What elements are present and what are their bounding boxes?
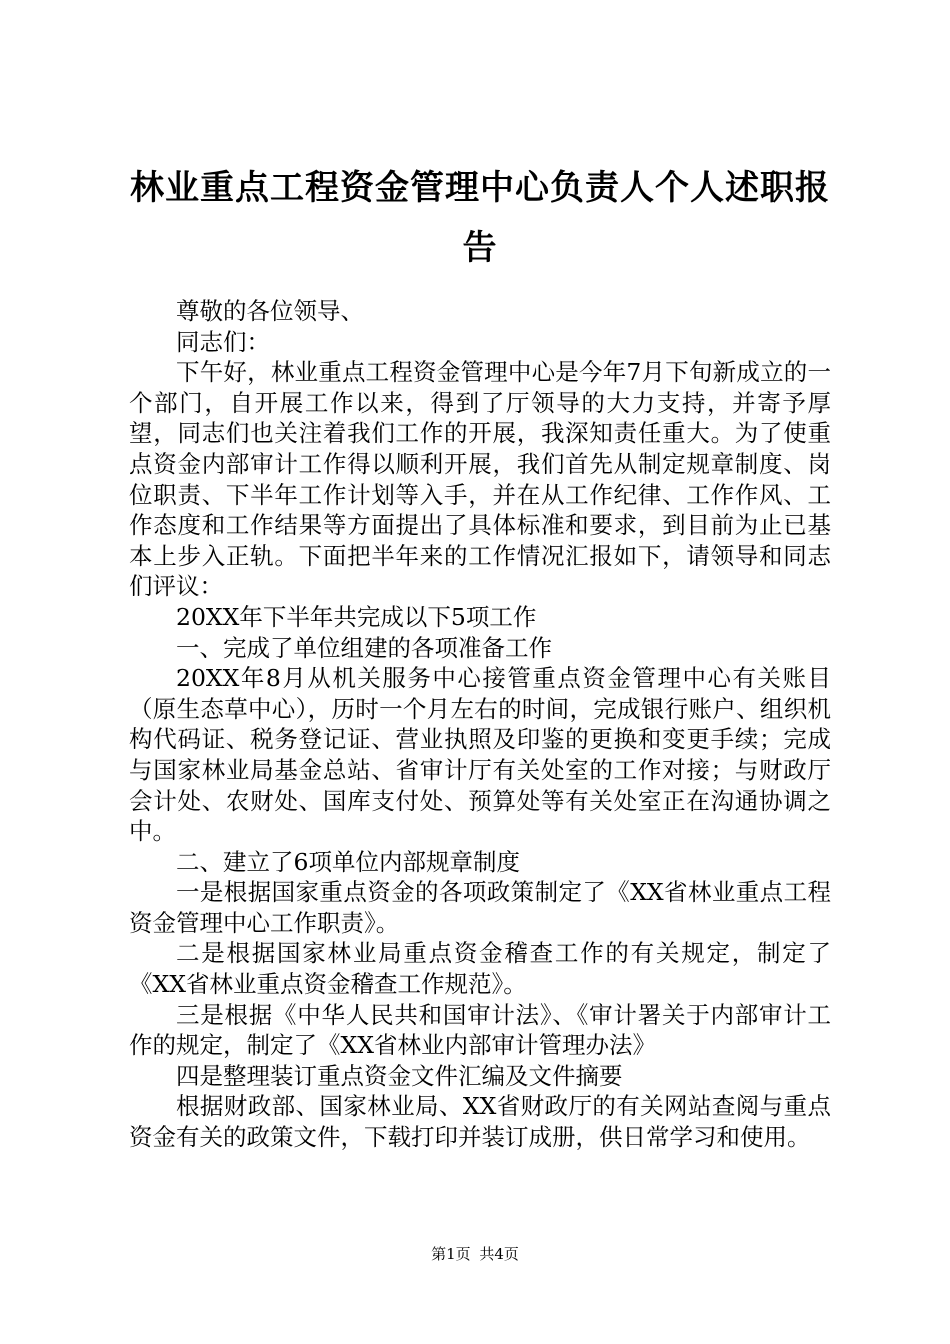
summary-line: 20XX年下半年共完成以下5项工作 [176,602,537,631]
rule-item-4-detail: 根据财政部、国家林业局、XX省财政厅的有关网站查阅与重点资金有关的政策文件，下载打印并装订成册，供日常学习和使用。 [129,1092,831,1152]
page-footer [0,1244,950,1264]
document-title: 林业重点工程资金管理中心负责人个人述职报告 [130,168,830,268]
intro-paragraph: 下午好，林业重点工程资金管理中心是今年7月下旬新成立的一个部门，自开展工作以来，得到了厅领导的大力支持，并寄予厚望，同志们也关注着我们工作的开展，我深知责任重大。为了使重点资金内部审计工作得以顺利开展，我们首先从制定规章制度、岗位职责、下半年工作计划等入手，并在从工作纪律、工作作风、工作态度和工作结果等方面提出了具体标准和要求，到目前为止已基本上步入正轨。下面把半年来的工作情况汇报如下，请领导和同志们评议： [129,358,831,601]
section-heading-1: 一、完成了单位组建的各项准备工作 [176,633,552,662]
rule-item-1: 一是根据国家重点资金的各项政策制定了《XX省林业重点工程资金管理中心工作职责》。 [129,878,831,937]
page-total: 共4页 [479,1245,519,1263]
section-heading-2: 二、建立了6项单位内部规章制度 [176,847,520,876]
section-1-paragraph: 20XX年8月从机关服务中心接管重点资金管理中心有关账目（原生态草中心），历时一个月左右的时间，完成银行账户、组织机构代码证、税务登记证、营业执照及印鉴的更换和变更手续；完成与国家林业局基金总站、省审计厅有关处室的工作对接；与财政厅会计处、农财处、国库支付处、预算处等有关处室正在沟通协调之中。 [129,664,831,846]
document-body [129,296,831,1153]
salutation-line-2: 同志们： [176,327,270,356]
page-number: 第1页 [431,1245,471,1263]
rule-item-3: 三是根据《中华人民共和国审计法》、《审计署关于内部审计工作的规定，制定了《XX省林业内部审计管理办法》 [129,1000,831,1060]
rule-item-4: 四是整理装订重点资金文件汇编及文件摘要 [176,1061,623,1090]
rule-item-2: 二是根据国家林业局重点资金稽查工作的有关规定，制定了《XX省林业重点资金稽查工作规范》。 [129,939,831,999]
salutation-line-1: 尊敬的各位领导、 [176,297,364,325]
